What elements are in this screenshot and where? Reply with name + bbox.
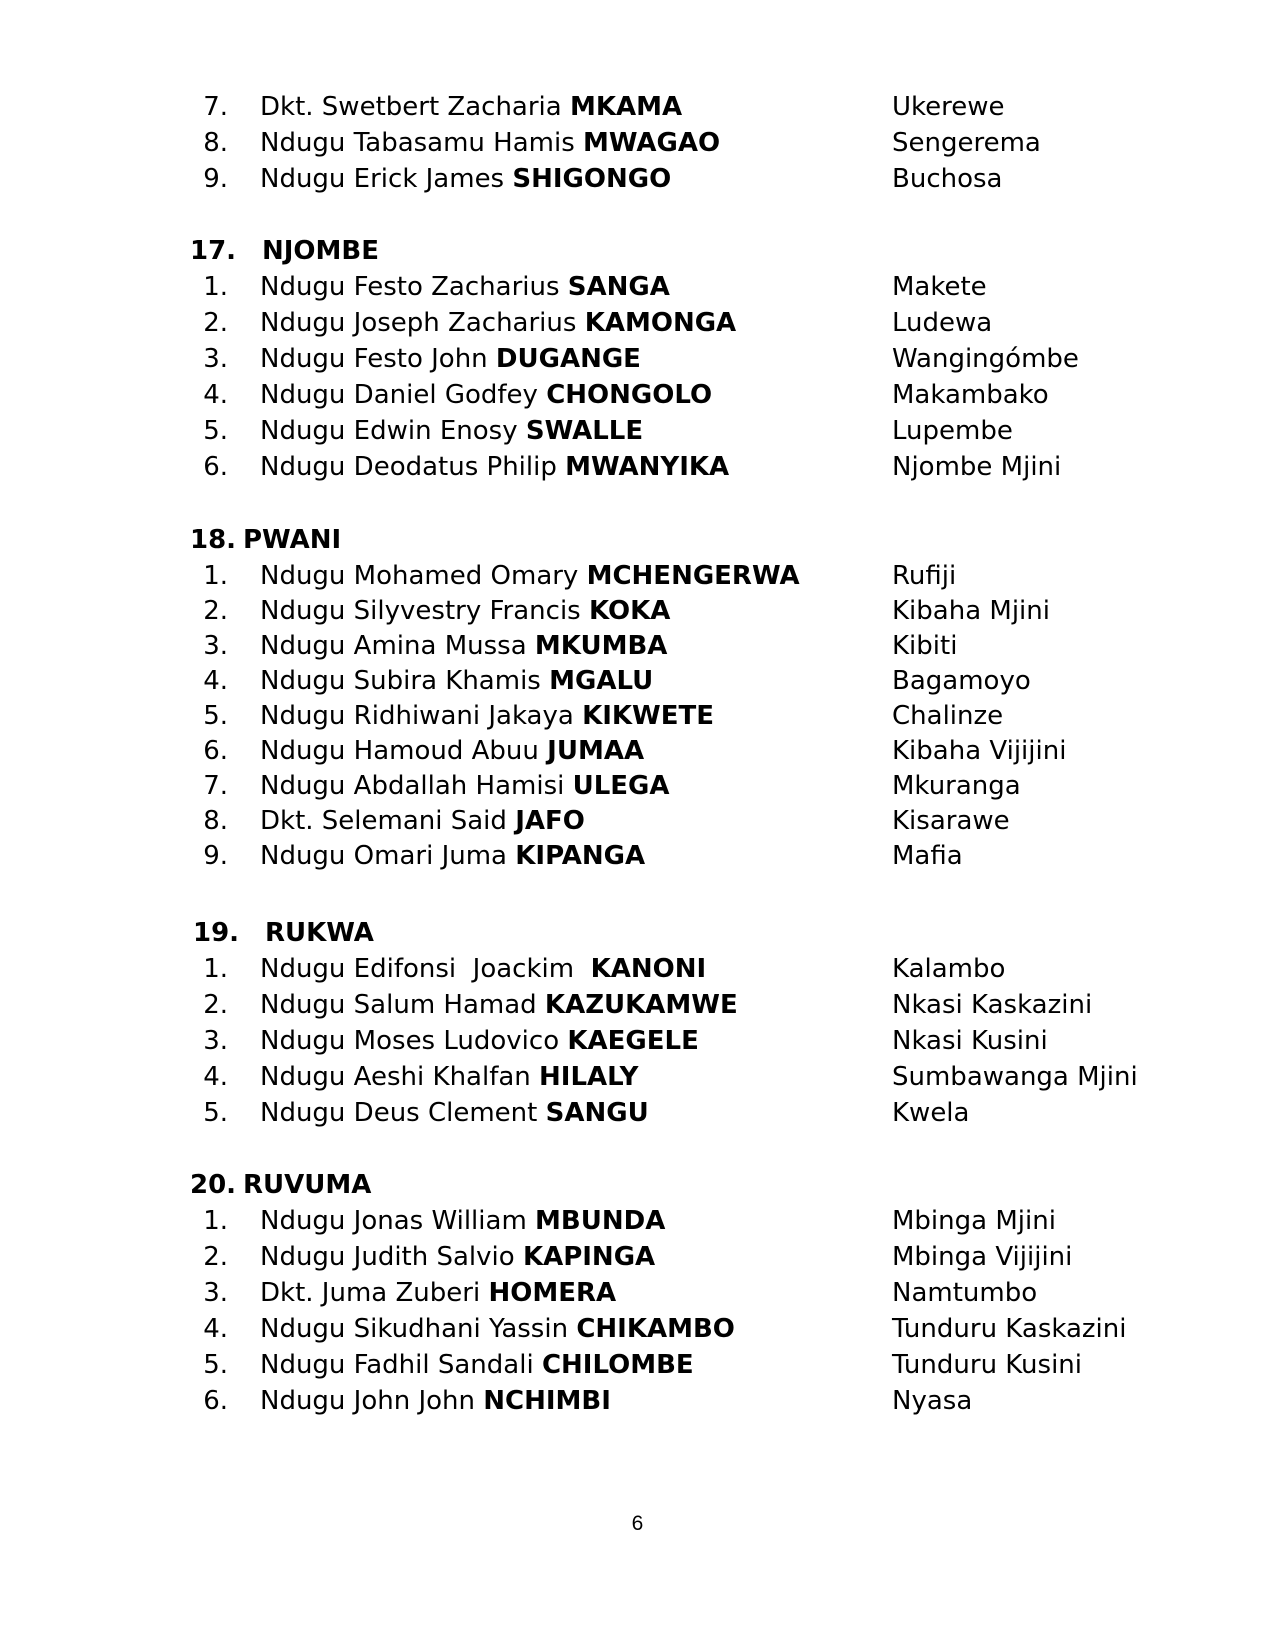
list-item <box>0 125 1275 161</box>
list-item <box>0 377 1275 413</box>
candidate-name: Ndugu Deodatus Philip MWANYIKA <box>260 452 730 482</box>
candidate-surname: MCHENGERWA <box>586 561 800 591</box>
candidate-name: Ndugu Edwin Enosy SWALLE <box>260 416 644 446</box>
candidate-surname: SWALLE <box>525 416 644 446</box>
candidate-surname: HOMERA <box>488 1278 617 1308</box>
item-number: 6. <box>203 736 228 766</box>
constituency: Makete <box>892 272 987 302</box>
candidate-surname: NCHIMBI <box>483 1386 611 1416</box>
candidate-name: Ndugu Festo Zacharius SANGA <box>260 272 670 302</box>
item-number: 4. <box>203 666 228 696</box>
constituency: Nyasa <box>892 1386 973 1416</box>
list-item <box>0 1239 1275 1275</box>
candidate-name: Ndugu Edifonsi Joackim KANONI <box>260 954 707 984</box>
candidate-name: Ndugu Amina Mussa MKUMBA <box>260 631 668 661</box>
list-item <box>0 1095 1275 1131</box>
candidate-surname: MGALU <box>549 666 654 696</box>
list-item <box>0 1347 1275 1383</box>
candidate-name: Ndugu Deus Clement SANGU <box>260 1098 649 1128</box>
item-number: 5. <box>203 1350 228 1380</box>
constituency: Kibaha Vijijini <box>892 736 1067 766</box>
list-item <box>0 803 1275 839</box>
candidate-name: Ndugu Mohamed Omary MCHENGERWA <box>260 561 800 591</box>
list-item <box>0 698 1275 734</box>
item-number: 4. <box>203 380 228 410</box>
list-item <box>0 1311 1275 1347</box>
candidate-name: Ndugu Daniel Godfey CHONGOLO <box>260 380 713 410</box>
candidate-surname: JUMAA <box>547 736 645 766</box>
list-item <box>0 1203 1275 1239</box>
candidate-name: Ndugu Moses Ludovico KAEGELE <box>260 1026 699 1056</box>
constituency: Wangingómbe <box>892 344 1079 374</box>
candidate-surname: KOKA <box>588 596 671 626</box>
item-number: 5. <box>203 701 228 731</box>
constituency: Mafia <box>892 841 963 871</box>
candidate-surname: MWANYIKA <box>565 452 730 482</box>
candidate-name: Ndugu Judith Salvio KAPINGA <box>260 1242 656 1272</box>
constituency: Mkuranga <box>892 771 1021 801</box>
list-item <box>0 628 1275 664</box>
candidate-name: Dkt. Selemani Said JAFO <box>260 806 585 836</box>
item-number: 2. <box>203 308 228 338</box>
candidate-name: Ndugu Sikudhani Yassin CHIKAMBO <box>260 1314 735 1344</box>
item-number: 3. <box>203 1278 228 1308</box>
candidate-name: Ndugu Tabasamu Hamis MWAGAO <box>260 128 721 158</box>
item-number: 6. <box>203 452 228 482</box>
constituency: Sengerema <box>892 128 1041 158</box>
list-item <box>0 951 1275 987</box>
candidate-surname: CHILOMBE <box>541 1350 694 1380</box>
constituency: Nkasi Kaskazini <box>892 990 1093 1020</box>
constituency: Tunduru Kaskazini <box>892 1314 1127 1344</box>
candidate-surname: KAMONGA <box>584 308 737 338</box>
item-number: 2. <box>203 1242 228 1272</box>
item-number: 2. <box>203 990 228 1020</box>
candidate-surname: SHIGONGO <box>512 164 672 194</box>
candidate-name: Ndugu Joseph Zacharius KAMONGA <box>260 308 737 338</box>
item-number: 1. <box>203 272 228 302</box>
list-item <box>0 593 1275 629</box>
item-number: 3. <box>203 344 228 374</box>
list-item <box>0 733 1275 769</box>
candidate-surname: KIPANGA <box>515 841 646 871</box>
candidate-surname: KANONI <box>590 954 707 984</box>
item-number: 4. <box>203 1062 228 1092</box>
list-item <box>0 1383 1275 1419</box>
constituency: Chalinze <box>892 701 1004 731</box>
candidate-surname: SANGA <box>567 272 670 302</box>
candidate-name: Ndugu Hamoud Abuu JUMAA <box>260 736 645 766</box>
candidate-surname: KAPINGA <box>522 1242 656 1272</box>
candidate-name: Ndugu Aeshi Khalfan HILALY <box>260 1062 639 1092</box>
candidate-surname: ULEGA <box>572 771 670 801</box>
constituency: Sumbawanga Mjini <box>892 1062 1138 1092</box>
item-number: 7. <box>203 92 228 122</box>
candidate-surname: KAEGELE <box>567 1026 699 1056</box>
candidate-name: Ndugu Erick James SHIGONGO <box>260 164 672 194</box>
item-number: 3. <box>203 1026 228 1056</box>
region-name: RUVUMA <box>243 1170 372 1200</box>
candidate-surname: DUGANGE <box>495 344 641 374</box>
constituency: Tunduru Kusini <box>892 1350 1083 1380</box>
item-number: 9. <box>203 164 228 194</box>
candidate-name: Ndugu Salum Hamad KAZUKAMWE <box>260 990 738 1020</box>
candidate-name: Dkt. Swetbert Zacharia MKAMA <box>260 92 683 122</box>
list-item <box>0 269 1275 305</box>
list-item <box>0 1275 1275 1311</box>
candidate-surname: MBUNDA <box>535 1206 666 1236</box>
region-name: NJOMBE <box>262 236 379 266</box>
list-item <box>0 838 1275 874</box>
item-number: 8. <box>203 128 228 158</box>
candidate-surname: KIKWETE <box>582 701 714 731</box>
item-number: 5. <box>203 416 228 446</box>
list-item <box>0 558 1275 594</box>
list-item <box>0 768 1275 804</box>
page-number: 6 <box>631 1512 644 1535</box>
constituency: Namtumbo <box>892 1278 1038 1308</box>
list-item <box>0 663 1275 699</box>
candidate-surname: CHIKAMBO <box>576 1314 735 1344</box>
candidate-surname: JAFO <box>515 806 585 836</box>
list-item <box>0 413 1275 449</box>
candidate-surname: MWAGAO <box>583 128 721 158</box>
constituency: Kalambo <box>892 954 1006 984</box>
region-name: PWANI <box>243 525 342 555</box>
candidate-surname: HILALY <box>539 1062 639 1092</box>
item-number: 4. <box>203 1314 228 1344</box>
constituency: Ukerewe <box>892 92 1005 122</box>
item-number: 5. <box>203 1098 228 1128</box>
candidate-name: Ndugu John John NCHIMBI <box>260 1386 611 1416</box>
item-number: 2. <box>203 596 228 626</box>
list-item <box>0 1023 1275 1059</box>
constituency: Njombe Mjini <box>892 452 1062 482</box>
constituency: Mbinga Vijijini <box>892 1242 1073 1272</box>
item-number: 1. <box>203 1206 228 1236</box>
constituency: Kisarawe <box>892 806 1010 836</box>
candidate-name: Ndugu Ridhiwani Jakaya KIKWETE <box>260 701 714 731</box>
item-number: 8. <box>203 806 228 836</box>
constituency: Kibiti <box>892 631 958 661</box>
list-item <box>0 305 1275 341</box>
constituency: Kwela <box>892 1098 970 1128</box>
list-item <box>0 449 1275 485</box>
item-number: 1. <box>203 561 228 591</box>
list-item <box>0 341 1275 377</box>
candidate-surname: CHONGOLO <box>546 380 713 410</box>
item-number: 1. <box>203 954 228 984</box>
constituency: Ludewa <box>892 308 993 338</box>
item-number: 6. <box>203 1386 228 1416</box>
region-number: 18. <box>190 525 237 555</box>
item-number: 3. <box>203 631 228 661</box>
constituency: Bagamoyo <box>892 666 1031 696</box>
candidate-surname: MKUMBA <box>534 631 668 661</box>
region-number: 20. <box>190 1170 237 1200</box>
candidate-name: Ndugu Subira Khamis MGALU <box>260 666 654 696</box>
item-number: 9. <box>203 841 228 871</box>
constituency: Lupembe <box>892 416 1013 446</box>
constituency: Makambako <box>892 380 1049 410</box>
constituency: Nkasi Kusini <box>892 1026 1048 1056</box>
constituency: Buchosa <box>892 164 1003 194</box>
candidate-name: Dkt. Juma Zuberi HOMERA <box>260 1278 617 1308</box>
constituency: Rufiji <box>892 561 957 591</box>
list-item <box>0 1059 1275 1095</box>
candidate-name: Ndugu Silyvestry Francis KOKA <box>260 596 671 626</box>
region-name: RUKWA <box>265 918 374 948</box>
candidate-name: Ndugu Omari Juma KIPANGA <box>260 841 646 871</box>
region-number: 19. <box>193 918 240 948</box>
candidate-name: Ndugu Fadhil Sandali CHILOMBE <box>260 1350 694 1380</box>
candidate-surname: SANGU <box>545 1098 649 1128</box>
item-number: 7. <box>203 771 228 801</box>
list-item <box>0 89 1275 125</box>
constituency: Mbinga Mjini <box>892 1206 1056 1236</box>
constituency: Kibaha Mjini <box>892 596 1050 626</box>
candidate-surname: KAZUKAMWE <box>544 990 738 1020</box>
list-item <box>0 987 1275 1023</box>
candidate-name: Ndugu Festo John DUGANGE <box>260 344 641 374</box>
candidate-name: Ndugu Abdallah Hamisi ULEGA <box>260 771 670 801</box>
region-number: 17. <box>190 236 237 266</box>
candidate-surname: MKAMA <box>569 92 683 122</box>
list-item <box>0 161 1275 197</box>
candidate-name: Ndugu Jonas William MBUNDA <box>260 1206 666 1236</box>
